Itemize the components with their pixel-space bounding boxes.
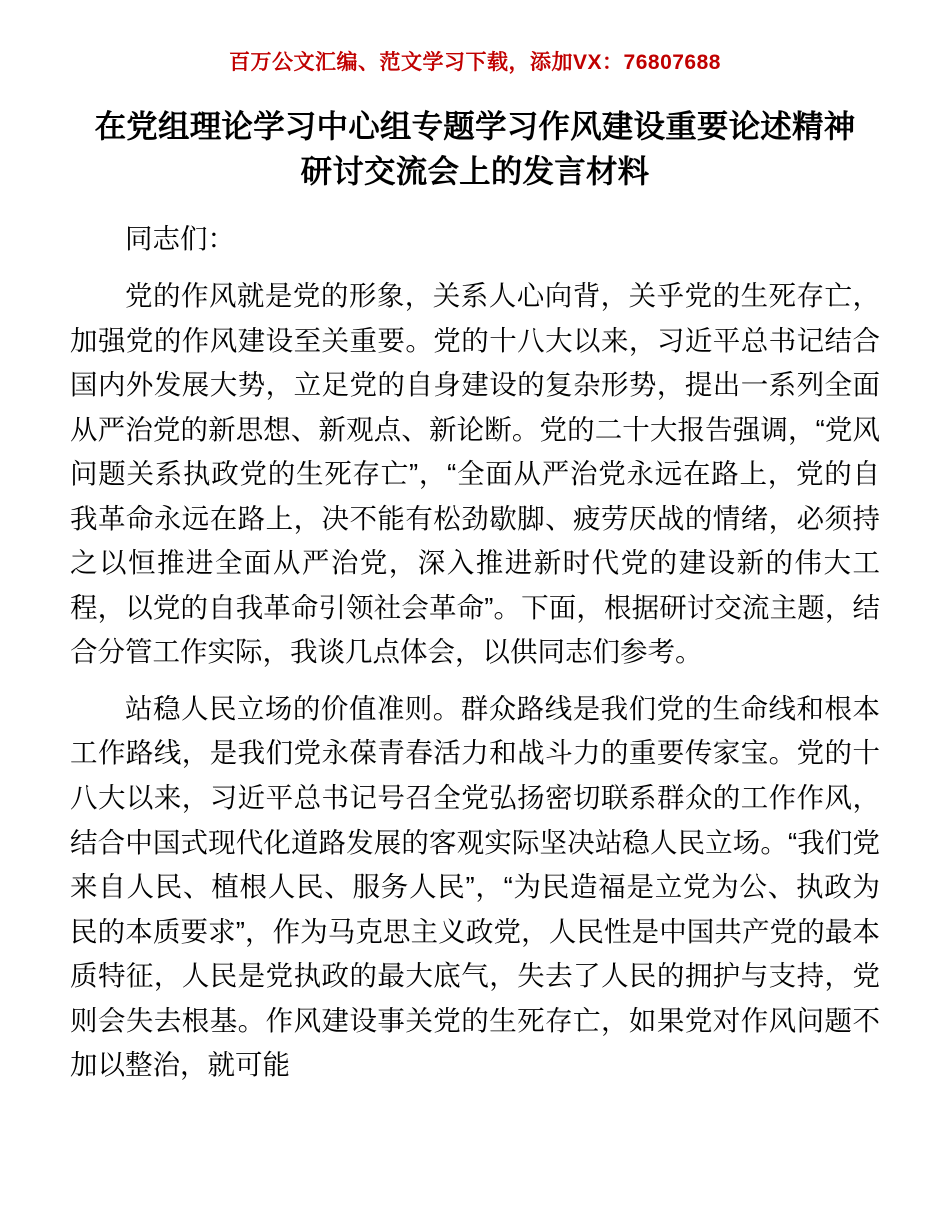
salutation: 同志们： (125, 223, 235, 255)
paragraph: 站稳人民立场的价值准则。群众路线是我们党的生命线和根本工作路线，是我们党永葆青春活力和战斗力的重要传家宝。党的十八大以来，习近平总书记号召全党弘扬密切联系群众的工作作风，结合中国式现代化道路发展的客观实际坚决站稳人民立场。“我们党来自人民、植根人民、服务人民”，“为民造福是立党为公、执政为民的本质要求”，作为马克思主义政党，人民性是中国共产党的最本质特征，人民是党执政的最大底气，失去了人民的拥护与支持，党则会失去根基。作风建设事关党的生死存亡，如果党对作风问题不加以整治，就可能 (70, 692, 880, 1081)
paragraph: 党的作风就是党的形象，关系人心向背，关乎党的生死存亡，加强党的作风建设至关重要。党的十八大以来，习近平总书记结合国内外发展大势，立足党的自身建设的复杂形势，提出一系列全面从严治党的新思想、新观点、新论断。党的二十大报告强调，“党风问题关系执政党的生死存亡”，“全面从严治党永远在路上，党的自我革命永远在路上，决不能有松劲歇脚、疲劳厌战的情绪，必须持之以恒推进全面从严治党，深入推进新时代党的建设新的伟大工程，以党的自我革命引领社会革命”。下面，根据研讨交流主题，结合分管工作实际，我谈几点体会，以供同志们参考。 (70, 279, 880, 668)
promo-banner: 百万公文汇编、范文学习下载，添加VX：76807688 (229, 51, 721, 74)
page-title: 在党组理论学习中心组专题学习作风建设重要论述精神研讨交流会上的发言材料 (94, 108, 856, 189)
